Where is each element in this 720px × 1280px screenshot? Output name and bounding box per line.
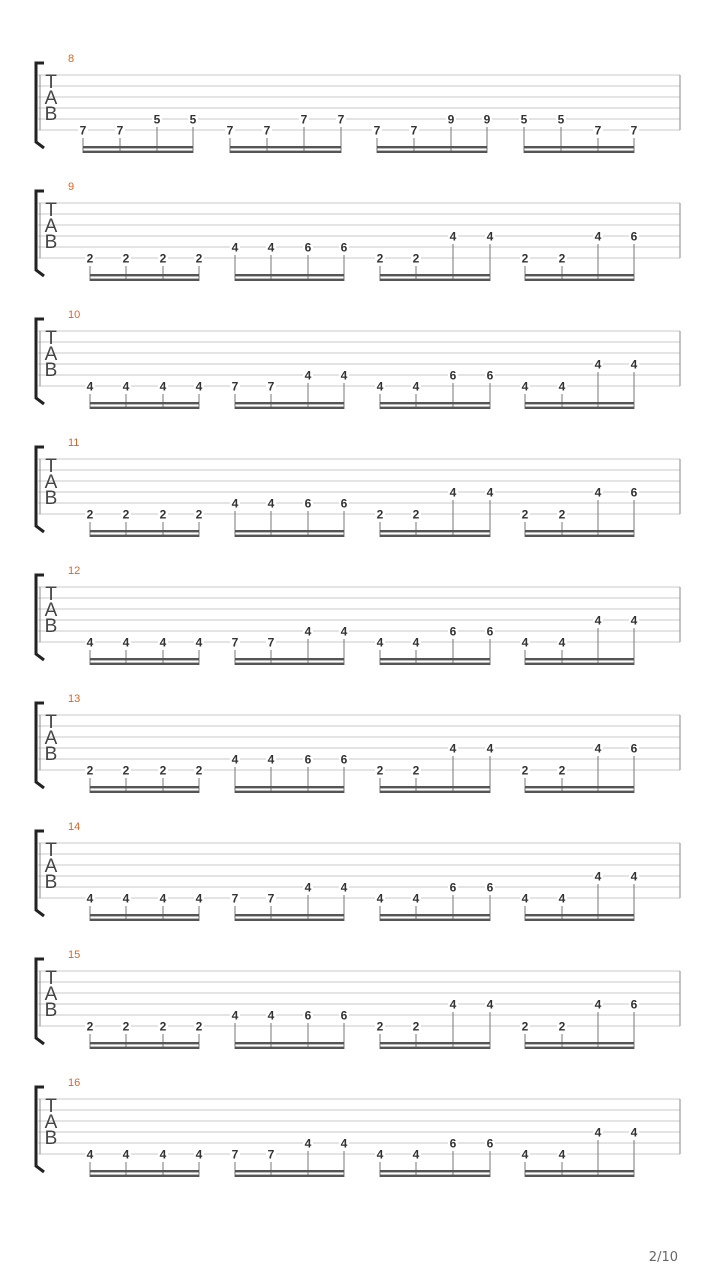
fret-number: 5 bbox=[189, 112, 197, 127]
fret-number: 4 bbox=[340, 1136, 348, 1151]
measure-number: 8 bbox=[68, 53, 75, 65]
fret-number: 4 bbox=[521, 891, 529, 906]
beam bbox=[90, 786, 199, 788]
beam bbox=[235, 1175, 344, 1177]
fret-number: 2 bbox=[558, 251, 566, 266]
fret-number: 4 bbox=[594, 997, 602, 1012]
beam bbox=[380, 919, 490, 921]
beam bbox=[90, 1042, 199, 1044]
fret-number: 4 bbox=[594, 613, 602, 628]
beam bbox=[525, 530, 634, 532]
fret-number: 6 bbox=[630, 229, 638, 244]
fret-number: 4 bbox=[594, 869, 602, 884]
beam bbox=[525, 919, 634, 921]
beam bbox=[90, 274, 199, 276]
fret-number: 6 bbox=[486, 1136, 494, 1151]
tab-letter: A bbox=[44, 1112, 58, 1133]
tab-letter: T bbox=[45, 968, 57, 989]
beam bbox=[235, 535, 344, 537]
tab-letter: B bbox=[44, 616, 58, 637]
fret-number: 2 bbox=[521, 507, 529, 522]
beam bbox=[235, 274, 344, 276]
fret-number: 4 bbox=[521, 379, 529, 394]
beam bbox=[380, 1047, 490, 1049]
fret-number: 4 bbox=[159, 379, 167, 394]
fret-number: 7 bbox=[79, 123, 87, 138]
fret-number: 7 bbox=[630, 123, 638, 138]
fret-number: 4 bbox=[630, 357, 638, 372]
fret-number: 4 bbox=[449, 485, 457, 500]
tab-system bbox=[36, 821, 680, 921]
tab-letter: B bbox=[44, 872, 58, 893]
beam bbox=[235, 658, 344, 660]
beam bbox=[235, 407, 344, 409]
beam bbox=[380, 914, 490, 916]
fret-number: 4 bbox=[86, 1147, 94, 1162]
fret-number: 2 bbox=[376, 251, 384, 266]
beam bbox=[525, 402, 634, 404]
fret-number: 2 bbox=[412, 763, 420, 778]
beam bbox=[235, 663, 344, 665]
tab-letter: T bbox=[45, 200, 57, 221]
fret-number: 4 bbox=[122, 1147, 130, 1162]
fret-number: 2 bbox=[86, 763, 94, 778]
fret-number: 4 bbox=[376, 891, 384, 906]
beam bbox=[525, 535, 634, 537]
beam bbox=[235, 530, 344, 532]
beam bbox=[525, 663, 634, 665]
tab-letter: A bbox=[44, 216, 58, 237]
fret-number: 2 bbox=[376, 1019, 384, 1034]
fret-number: 7 bbox=[410, 123, 418, 138]
beam bbox=[235, 402, 344, 404]
fret-number: 4 bbox=[558, 635, 566, 650]
fret-number: 4 bbox=[86, 635, 94, 650]
beam bbox=[525, 1042, 634, 1044]
fret-number: 4 bbox=[558, 891, 566, 906]
fret-number: 2 bbox=[195, 507, 203, 522]
tab-system bbox=[36, 181, 680, 281]
fret-number: 2 bbox=[521, 1019, 529, 1034]
tab-letter: T bbox=[45, 584, 57, 605]
beam bbox=[90, 663, 199, 665]
fret-number: 2 bbox=[195, 251, 203, 266]
fret-number: 7 bbox=[267, 891, 275, 906]
fret-number: 2 bbox=[86, 251, 94, 266]
beam bbox=[380, 663, 490, 665]
beam bbox=[380, 1175, 490, 1177]
beam bbox=[90, 407, 199, 409]
fret-number: 4 bbox=[558, 1147, 566, 1162]
fret-number: 4 bbox=[304, 1136, 312, 1151]
fret-number: 6 bbox=[340, 240, 348, 255]
fret-number: 4 bbox=[594, 229, 602, 244]
beam bbox=[90, 530, 199, 532]
fret-number: 2 bbox=[195, 1019, 203, 1034]
beam bbox=[235, 914, 344, 916]
tab-letter: T bbox=[45, 72, 57, 93]
beam bbox=[235, 1042, 344, 1044]
fret-number: 6 bbox=[340, 1008, 348, 1023]
fret-number: 4 bbox=[630, 1125, 638, 1140]
beam bbox=[380, 658, 490, 660]
beam bbox=[380, 274, 490, 276]
fret-number: 4 bbox=[594, 485, 602, 500]
beam bbox=[90, 791, 199, 793]
fret-number: 4 bbox=[231, 240, 239, 255]
page-number: 2/10 bbox=[648, 1250, 678, 1265]
fret-number: 4 bbox=[195, 891, 203, 906]
fret-number: 4 bbox=[486, 229, 494, 244]
measure-number: 13 bbox=[68, 693, 81, 705]
fret-number: 4 bbox=[304, 368, 312, 383]
beam bbox=[90, 535, 199, 537]
fret-number: 7 bbox=[116, 123, 124, 138]
fret-number: 4 bbox=[122, 635, 130, 650]
fret-number: 4 bbox=[521, 1147, 529, 1162]
fret-number: 6 bbox=[630, 997, 638, 1012]
beam bbox=[525, 274, 634, 276]
fret-number: 4 bbox=[630, 869, 638, 884]
fret-number: 4 bbox=[412, 379, 420, 394]
beam bbox=[90, 914, 199, 916]
fret-number: 9 bbox=[483, 112, 491, 127]
beam bbox=[380, 1170, 490, 1172]
fret-number: 7 bbox=[263, 123, 271, 138]
fret-number: 7 bbox=[231, 635, 239, 650]
fret-number: 4 bbox=[412, 891, 420, 906]
beam bbox=[230, 146, 341, 148]
beam bbox=[83, 151, 193, 153]
fret-number: 7 bbox=[226, 123, 234, 138]
beam bbox=[83, 146, 193, 148]
measure-number: 14 bbox=[68, 821, 81, 833]
fret-number: 4 bbox=[486, 485, 494, 500]
measure-number: 16 bbox=[68, 1077, 81, 1089]
fret-number: 4 bbox=[231, 496, 239, 511]
fret-number: 4 bbox=[558, 379, 566, 394]
tab-letter: A bbox=[44, 984, 58, 1005]
beam bbox=[90, 279, 199, 281]
beam bbox=[524, 146, 634, 148]
fret-number: 2 bbox=[122, 763, 130, 778]
fret-number: 7 bbox=[594, 123, 602, 138]
fret-number: 4 bbox=[449, 997, 457, 1012]
fret-number: 4 bbox=[304, 624, 312, 639]
fret-number: 7 bbox=[231, 379, 239, 394]
tab-letter: B bbox=[44, 360, 58, 381]
fret-number: 2 bbox=[122, 507, 130, 522]
fret-number: 4 bbox=[412, 635, 420, 650]
tab-system bbox=[36, 565, 680, 665]
fret-number: 4 bbox=[630, 613, 638, 628]
fret-number: 4 bbox=[486, 741, 494, 756]
beam bbox=[90, 658, 199, 660]
beam bbox=[90, 1047, 199, 1049]
beam bbox=[380, 1042, 490, 1044]
fret-number: 4 bbox=[449, 229, 457, 244]
fret-number: 4 bbox=[376, 1147, 384, 1162]
fret-number: 7 bbox=[337, 112, 345, 127]
tab-system bbox=[36, 1077, 680, 1177]
tab-letter: B bbox=[44, 232, 58, 253]
tab-letter: T bbox=[45, 712, 57, 733]
fret-number: 2 bbox=[195, 763, 203, 778]
fret-number: 4 bbox=[594, 1125, 602, 1140]
fret-number: 6 bbox=[486, 880, 494, 895]
fret-number: 2 bbox=[412, 1019, 420, 1034]
beam bbox=[525, 279, 634, 281]
tab-letter: B bbox=[44, 104, 58, 125]
tab-system bbox=[36, 309, 680, 409]
tab-system bbox=[36, 949, 680, 1049]
fret-number: 4 bbox=[122, 891, 130, 906]
fret-number: 6 bbox=[486, 368, 494, 383]
fret-number: 4 bbox=[340, 624, 348, 639]
fret-number: 4 bbox=[449, 741, 457, 756]
fret-number: 4 bbox=[267, 496, 275, 511]
fret-number: 2 bbox=[159, 507, 167, 522]
fret-number: 2 bbox=[122, 251, 130, 266]
beam bbox=[380, 786, 490, 788]
fret-number: 2 bbox=[412, 251, 420, 266]
beam bbox=[380, 407, 490, 409]
fret-number: 4 bbox=[195, 379, 203, 394]
beam bbox=[235, 919, 344, 921]
fret-number: 7 bbox=[300, 112, 308, 127]
beam bbox=[525, 1047, 634, 1049]
fret-number: 4 bbox=[159, 891, 167, 906]
fret-number: 2 bbox=[376, 507, 384, 522]
beam bbox=[525, 1170, 634, 1172]
fret-number: 4 bbox=[340, 368, 348, 383]
beam bbox=[230, 151, 341, 153]
fret-number: 4 bbox=[304, 880, 312, 895]
fret-number: 4 bbox=[267, 1008, 275, 1023]
beam bbox=[235, 1170, 344, 1172]
fret-number: 4 bbox=[195, 1147, 203, 1162]
fret-number: 4 bbox=[267, 752, 275, 767]
fret-number: 5 bbox=[153, 112, 161, 127]
tab-letter: B bbox=[44, 1128, 58, 1149]
fret-number: 4 bbox=[231, 752, 239, 767]
beam bbox=[380, 402, 490, 404]
tab-letter: A bbox=[44, 88, 58, 109]
fret-number: 6 bbox=[304, 496, 312, 511]
tab-letter: B bbox=[44, 744, 58, 765]
beam bbox=[90, 402, 199, 404]
fret-number: 7 bbox=[267, 379, 275, 394]
tab-system bbox=[36, 437, 680, 537]
beam bbox=[235, 1047, 344, 1049]
tab-letter: A bbox=[44, 600, 58, 621]
fret-number: 6 bbox=[449, 1136, 457, 1151]
fret-number: 2 bbox=[558, 763, 566, 778]
fret-number: 4 bbox=[159, 1147, 167, 1162]
fret-number: 4 bbox=[486, 997, 494, 1012]
fret-number: 5 bbox=[557, 112, 565, 127]
tab-letter: T bbox=[45, 1096, 57, 1117]
fret-number: 4 bbox=[594, 357, 602, 372]
beam bbox=[524, 151, 634, 153]
fret-number: 4 bbox=[159, 635, 167, 650]
tab-letter: B bbox=[44, 488, 58, 509]
tab-letter: A bbox=[44, 344, 58, 365]
tab-letter: A bbox=[44, 472, 58, 493]
tab-system bbox=[36, 693, 680, 793]
fret-number: 2 bbox=[558, 1019, 566, 1034]
fret-number: 2 bbox=[159, 763, 167, 778]
fret-number: 2 bbox=[159, 1019, 167, 1034]
fret-number: 6 bbox=[486, 624, 494, 639]
fret-number: 4 bbox=[376, 379, 384, 394]
fret-number: 2 bbox=[376, 763, 384, 778]
beam bbox=[525, 1175, 634, 1177]
beam bbox=[377, 151, 487, 153]
fret-number: 6 bbox=[449, 880, 457, 895]
tab-letter: A bbox=[44, 856, 58, 877]
fret-number: 7 bbox=[267, 635, 275, 650]
fret-number: 2 bbox=[412, 507, 420, 522]
beam bbox=[377, 146, 487, 148]
fret-number: 4 bbox=[340, 880, 348, 895]
fret-number: 2 bbox=[86, 1019, 94, 1034]
measure-number: 11 bbox=[68, 437, 80, 449]
fret-number: 7 bbox=[373, 123, 381, 138]
fret-number: 6 bbox=[340, 496, 348, 511]
beam bbox=[525, 407, 634, 409]
tab-letter: A bbox=[44, 728, 58, 749]
fret-number: 4 bbox=[594, 741, 602, 756]
fret-number: 4 bbox=[122, 379, 130, 394]
tab-system bbox=[36, 53, 680, 153]
beam bbox=[90, 1175, 199, 1177]
tab-letter: T bbox=[45, 840, 57, 861]
fret-number: 2 bbox=[159, 251, 167, 266]
fret-number: 4 bbox=[195, 635, 203, 650]
beam bbox=[525, 791, 634, 793]
fret-number: 2 bbox=[86, 507, 94, 522]
fret-number: 2 bbox=[521, 763, 529, 778]
fret-number: 4 bbox=[521, 635, 529, 650]
fret-number: 6 bbox=[304, 752, 312, 767]
fret-number: 6 bbox=[449, 368, 457, 383]
beam bbox=[90, 919, 199, 921]
beam bbox=[380, 535, 490, 537]
fret-number: 6 bbox=[630, 485, 638, 500]
beam bbox=[235, 786, 344, 788]
fret-number: 2 bbox=[122, 1019, 130, 1034]
beam bbox=[90, 1170, 199, 1172]
beam bbox=[235, 791, 344, 793]
fret-number: 6 bbox=[304, 1008, 312, 1023]
beam bbox=[525, 914, 634, 916]
tab-letter: T bbox=[45, 328, 57, 349]
fret-number: 4 bbox=[231, 1008, 239, 1023]
fret-number: 6 bbox=[449, 624, 457, 639]
fret-number: 7 bbox=[231, 891, 239, 906]
fret-number: 4 bbox=[86, 891, 94, 906]
measure-number: 15 bbox=[68, 949, 81, 961]
beam bbox=[525, 786, 634, 788]
fret-number: 4 bbox=[86, 379, 94, 394]
measure-number: 9 bbox=[68, 181, 75, 193]
fret-number: 2 bbox=[521, 251, 529, 266]
beam bbox=[235, 279, 344, 281]
tab-letter: B bbox=[44, 1000, 58, 1021]
fret-number: 4 bbox=[376, 635, 384, 650]
fret-number: 7 bbox=[267, 1147, 275, 1162]
beam bbox=[380, 791, 490, 793]
beam bbox=[380, 530, 490, 532]
beam bbox=[380, 279, 490, 281]
fret-number: 6 bbox=[630, 741, 638, 756]
fret-number: 2 bbox=[558, 507, 566, 522]
tab-letter: T bbox=[45, 456, 57, 477]
measure-number: 12 bbox=[68, 565, 81, 577]
measure-number: 10 bbox=[68, 309, 81, 321]
fret-number: 9 bbox=[447, 112, 455, 127]
fret-number: 7 bbox=[231, 1147, 239, 1162]
fret-number: 6 bbox=[304, 240, 312, 255]
fret-number: 4 bbox=[412, 1147, 420, 1162]
fret-number: 4 bbox=[267, 240, 275, 255]
beam bbox=[525, 658, 634, 660]
fret-number: 5 bbox=[520, 112, 528, 127]
fret-number: 6 bbox=[340, 752, 348, 767]
